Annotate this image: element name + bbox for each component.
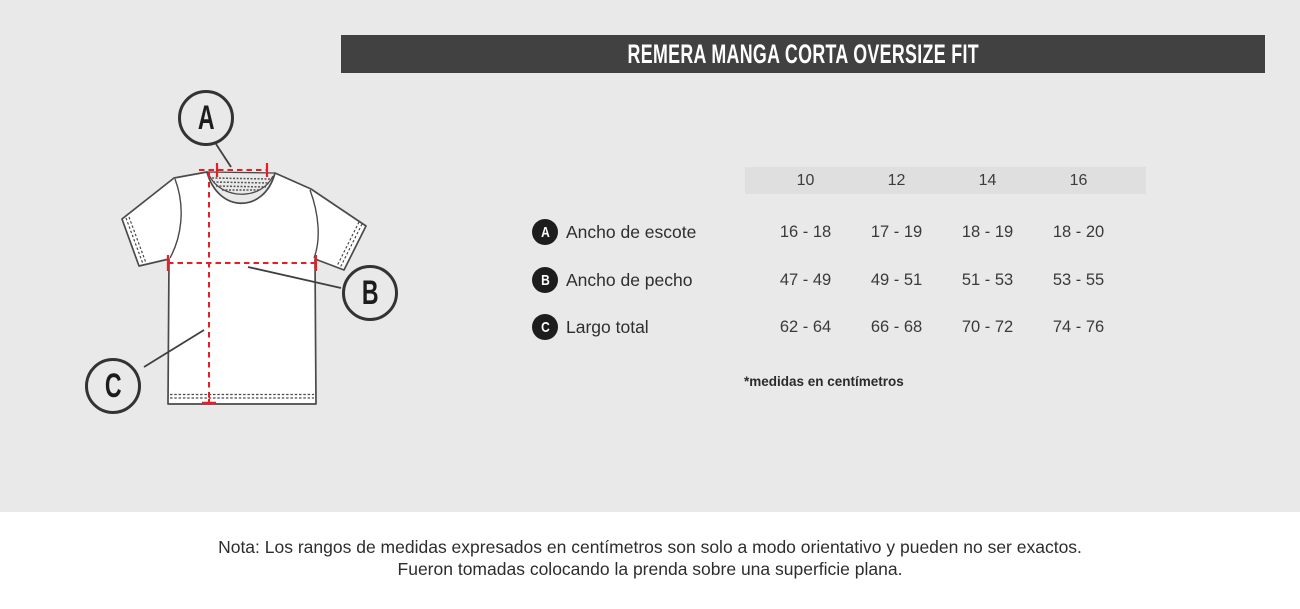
callout-letter-a: A: [197, 99, 215, 137]
row-label-ancho-escote: Ancho de escote: [566, 222, 697, 242]
size-table-header: [745, 167, 1146, 194]
table-row: [745, 267, 1146, 293]
size-col-header: 16: [1069, 172, 1088, 189]
callout-circle-b: [342, 265, 398, 321]
row-badge-c: [532, 314, 558, 340]
callout-circle-c: [85, 358, 141, 414]
disclaimer-note: [0, 536, 1300, 580]
leader-a: [216, 144, 231, 167]
row-badge-letter: C: [540, 318, 550, 336]
size-col-header: 12: [887, 172, 906, 189]
row-badge-a: [532, 219, 558, 245]
value-cell: 17 - 19: [870, 223, 923, 241]
value-cell: 62 - 64: [779, 318, 832, 336]
value-cell: 66 - 68: [870, 318, 923, 336]
size-col-header: 10: [796, 172, 815, 189]
table-row: [745, 219, 1146, 245]
row-badge-b: [532, 267, 558, 293]
value-cell: 70 - 72: [961, 318, 1014, 336]
table-row: [745, 314, 1146, 340]
value-cell: 47 - 49: [779, 271, 832, 289]
value-cell: 49 - 51: [870, 271, 923, 289]
value-cell: 18 - 19: [961, 223, 1014, 241]
page-title: REMERA MANGA CORTA OVERSIZE FIT: [627, 38, 979, 69]
title-bar: [341, 35, 1265, 73]
callout-letter-b: B: [361, 274, 379, 312]
tshirt-outline: [122, 172, 366, 404]
value-cell: 51 - 53: [961, 271, 1014, 289]
callout-circle-a: [178, 90, 234, 146]
value-cell: 53 - 55: [1052, 271, 1105, 289]
size-col-header: 14: [978, 172, 997, 189]
row-label-largo-total: Largo total: [566, 317, 649, 337]
value-cell: 16 - 18: [779, 223, 832, 241]
row-badge-letter: A: [540, 223, 550, 241]
row-badge-letter: B: [540, 271, 550, 289]
value-cell: 18 - 20: [1052, 223, 1105, 241]
row-label-ancho-pecho: Ancho de pecho: [566, 270, 693, 290]
disclaimer-line-2: Fueron tomadas colocando la prenda sobre una superficie plana.: [397, 559, 903, 579]
callout-letter-c: C: [104, 367, 122, 405]
units-footnote: *medidas en centímetros: [744, 374, 904, 389]
value-cell: 74 - 76: [1052, 318, 1105, 336]
disclaimer-line-1: Nota: Los rangos de medidas expresados en centímetros son solo a modo orientativo y pueden no ser exactos.: [218, 537, 1082, 557]
